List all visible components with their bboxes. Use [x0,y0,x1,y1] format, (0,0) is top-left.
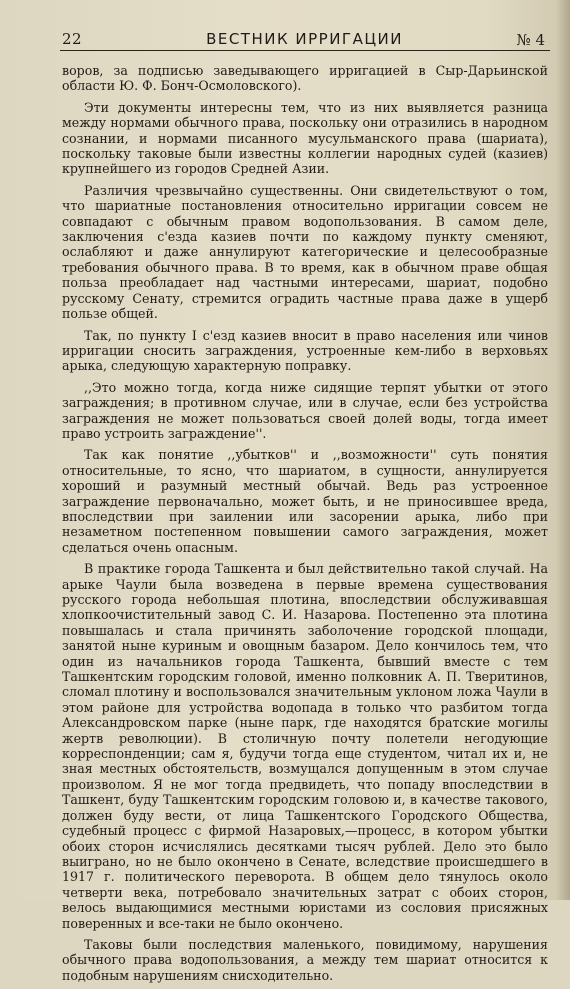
paragraph-tashkent-case: В практике города Ташкента и был действительно такой случай. На арыке Чаули была возведена в первые времена существования русского города небольшая плотина, впоследствии обслуживавшая хлопкоочистительный завод С. И. Назарова. Постепенно эта плотина повышалась и стала причинять заболочение городской площади, занятой ныне куриным и овощным базаром. Дело кончилось тем, что один из начальников города Ташкента, бывший вместе с тем Ташкентским городским головой, именно полковник А. П. Тверитинов, сломал плотину и воспользовался значительным уклоном ложа Чаули в этом районе для устройства водопада в только что разбитом тогда Александровском парке (ныне парк, где находятся братские могилы жертв революции). В столичную почту полетели негодующие корреспонденции; сам я, будучи тогда еще студентом, читал их и, не зная местных обстоятельств, возмущался допущенным в этом случае произволом. Я не мог тогда предвидеть, что попаду впоследствии в Ташкент, буду Ташкентским городским головою и, в качестве такового, должен буду вести, от лица Ташкентского Городского Общества, судебный процесс с фирмой Назаровых,—процесс, в котором убытки обоих сторон исчислялись десятками тысяч рублей. Дело это было выиграно, но не было окончено в Сенате, вследствие происшедшего в 1917 г. политического переворота. В общем дело тянулось около четверти века, потребовало значительных затрат с обоих сторон, велось выдающимися местными юристами из сословия присяжных поверенных и все-таки не было окончено. [62,561,548,931]
paragraph-quote: ,,Это можно тогда, когда ниже сидящие терпят убытки от этого заграждения; в противном случае, или в случае, если без устройства заграждения не может пользоваться своей долей воды, тогда имеет право устроить заграждение''. [62,379,548,441]
header-rule [60,50,550,51]
paragraph-point-one: Так, по пункту I с'езд казиев вносит в право населения или чинов ирригации сносить заграждения, устроенные кем-либо в верховьях арыка, следующую характерную поправку. [62,327,548,374]
paragraph-losses: Так как понятие ,,убытков'' и ,,возможности'' суть понятия относительные, то ясно, что шариатом, в сущности, аннулируется хороший и разумный местный обычай. Ведь раз устроенное заграждение первоначально, может быть, и не приносившее вреда, впоследствии при заилении или засорении арыка, либо при незаметном постепенном повышении самого заграждения, может сделаться очень опасным. [62,447,548,555]
page-number: 22 [62,30,83,48]
paragraph-continuation: воров, за подписью заведывающего ирригацией в Сыр-Дарьинской области Ю. Ф. Бонч-Осмоловского). [62,63,548,94]
paragraph-differences: Различия чрезвычайно существенны. Они свидетельствуют о том, что шариатные постановления относительно ирригации совсем не совпадают с обычным правом водопользования. В самом деле, заключения с'езда казиев почти по каждому пункту сменяют, ослабляют и даже аннулируют категорические и целесообразные требования обычного права. В то время, как в обычном праве общая польза преобладает над частными интересами, шариат, подобно русскому Сенату, стремится оградить частные права даже в ущерб пользе общей. [62,182,548,322]
paragraph-documents: Эти документы интересны тем, что из них выявляется разница между нормами обычного права, поскольку они отразились в народном сознании, и нормами писанного мусульманского права (шариата), поскольку таковые были известны коллегии народных судей (казиев) крупнейшего из городов Средней Азии. [62,99,548,177]
article-body [62,63,548,989]
running-header [62,30,547,52]
page-edge-shadow [556,0,570,900]
paragraph-conclusion: Таковы были последствия маленького, повидимому, нарушения обычного права водопользования, а между тем шариат относится к подобным нарушениям снисходительно. [62,936,548,983]
issue-number: № 4 [516,31,545,49]
journal-title: ВЕСТНИК ИРРИГАЦИИ [206,30,403,48]
